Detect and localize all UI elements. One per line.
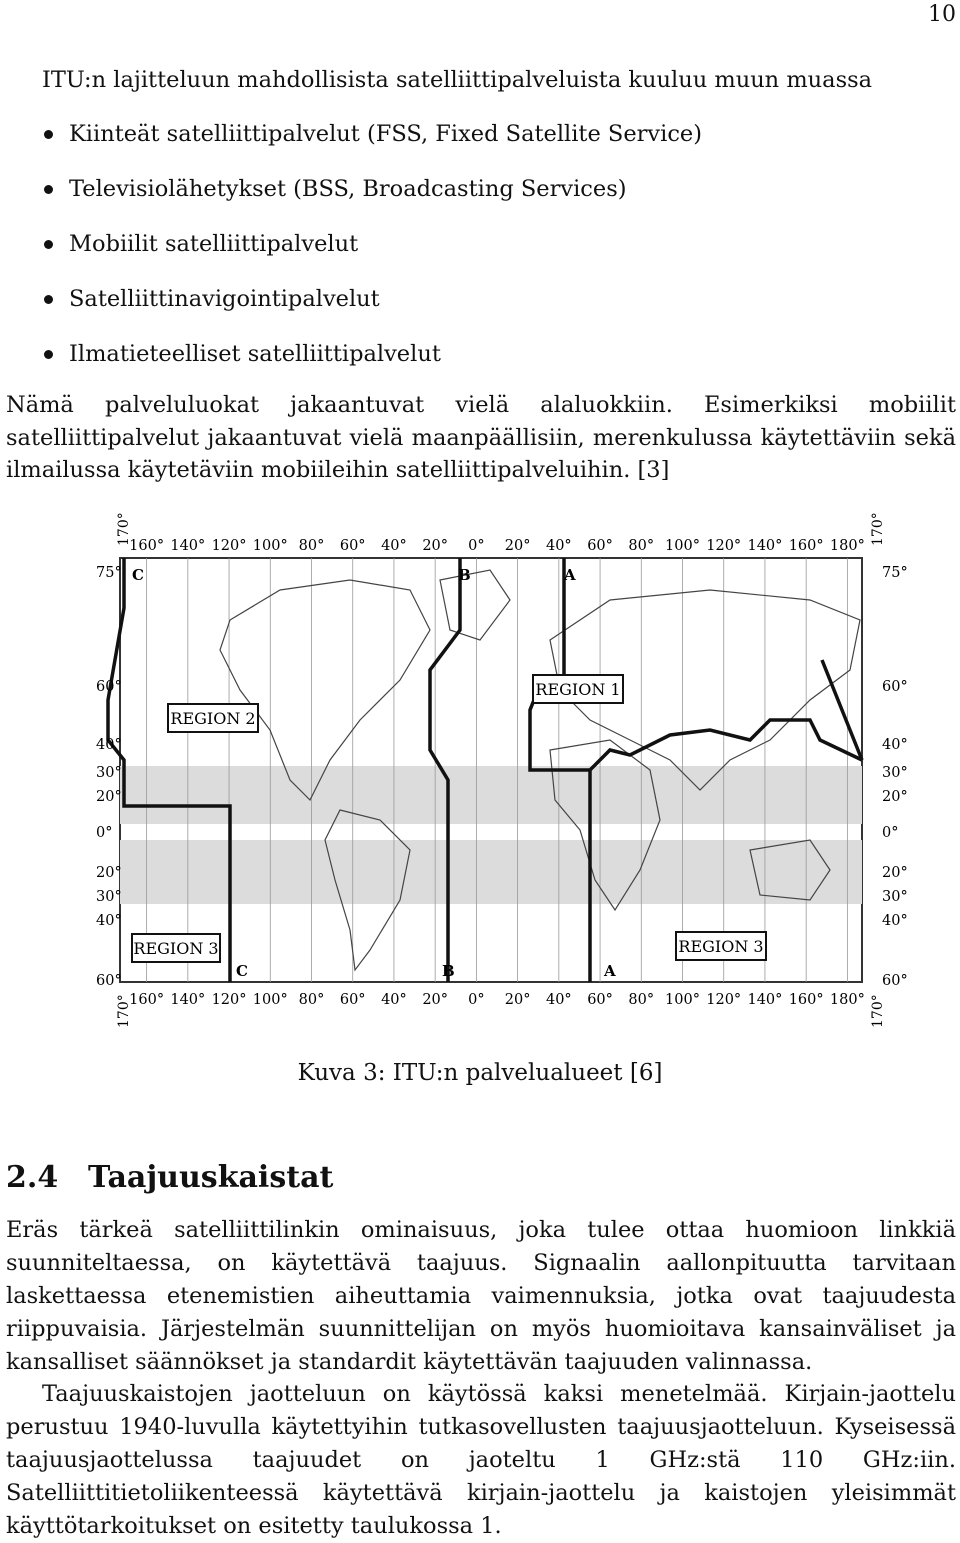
service-list — [42, 118, 702, 393]
section-number: 2.4 — [6, 1160, 59, 1195]
longitude-label: 60° — [339, 992, 366, 1008]
longitude-label: 180° — [829, 992, 865, 1008]
list-item: Mobiilit satelliittipalvelut — [42, 228, 702, 283]
longitude-label: 80° — [298, 992, 325, 1008]
section-heading — [6, 1160, 333, 1195]
longitude-label: 0° — [468, 538, 485, 554]
longitude-label: 40° — [381, 538, 407, 554]
longitude-label: 80° — [628, 538, 655, 554]
letter-b-bottom: B — [442, 962, 455, 980]
latitude-label: 20° — [882, 789, 908, 805]
longitude-label: 120° — [706, 538, 742, 554]
longitude-label: 140° — [747, 992, 783, 1008]
longitude-label: 100° — [665, 538, 700, 554]
latitude-label: 40° — [96, 737, 122, 753]
figure-caption: Kuva 3: ITU:n palvelualueet [6] — [297, 1060, 663, 1086]
edge-label-top-right: 170° — [870, 512, 886, 546]
longitude-label: 60° — [587, 992, 613, 1008]
longitude-label: 160° — [129, 538, 165, 554]
itu-region-map — [96, 510, 908, 1028]
latitude-label: 30° — [96, 889, 122, 905]
longitude-label: 160° — [788, 992, 824, 1008]
edge-label-bottom-left: 170° — [116, 994, 132, 1028]
longitude-label: 0° — [468, 992, 485, 1008]
longitude-label: 100° — [252, 538, 288, 554]
latitude-labels-left — [96, 565, 122, 989]
list-item: Kiinteät satelliittipalvelut (FSS, Fixed Satellite Service) — [42, 118, 702, 173]
latitude-label: 30° — [96, 765, 122, 781]
intro-text: ITU:n lajitteluun mahdollisista satelliittipalveluista kuuluu muun muassa — [42, 67, 873, 93]
section-title: Taajuuskaistat — [88, 1160, 334, 1195]
longitude-label: 20° — [504, 992, 531, 1008]
longitude-label: 120° — [706, 992, 742, 1008]
longitude-label: 160° — [788, 538, 824, 554]
letter-a-bottom: A — [604, 962, 616, 980]
paragraph-frequency: Eräs tärkeä satelliittilinkin ominaisuus, joka tulee ottaa huomioon linkkiä suunniteltaessa, on käytettävä taajuus. Signaalin aallonpituutta tarvitaan laskettaessa etenemistien aiheuttamia vaimennuksia, jotka ovat taajuudesta riippuvaisia. Järjestelmän suunnittelijan on myös huomioitava kansainväliset ja kansalliset säännökset ja standardit käytettävän taajuuden valinnassa. — [6, 1217, 956, 1375]
longitude-label: 140° — [170, 538, 206, 554]
longitude-label: 120° — [211, 992, 247, 1008]
longitude-label: 80° — [628, 992, 655, 1008]
paragraph-subcategories: Nämä palveluluokat jakaantuvat vielä alaluokkiin. Esimerkiksi mobiilit satelliittipalvelut jakaantuvat vielä maanpäällisiin, merenkulussa käytettäviin sekä ilmailussa käytetäviin mobiileihin satelliittipalveluihin. [3] — [6, 392, 956, 483]
longitude-labels-bottom — [129, 992, 865, 1008]
latitude-label: 40° — [882, 913, 908, 929]
latitude-label: 30° — [882, 889, 908, 905]
latitude-label: 40° — [882, 737, 908, 753]
latitude-label: 30° — [882, 765, 908, 781]
latitude-label: 0° — [882, 825, 899, 841]
longitude-label: 140° — [170, 992, 206, 1008]
latitude-label: 20° — [882, 865, 908, 881]
longitude-label: 100° — [252, 992, 288, 1008]
longitude-label: 100° — [665, 992, 700, 1008]
latitude-label: 60° — [882, 973, 908, 989]
latitude-label: 40° — [96, 913, 122, 929]
latitude-labels-right — [882, 565, 908, 989]
latitude-label: 60° — [882, 679, 908, 695]
page-number: 10 — [928, 2, 956, 27]
longitude-label: 60° — [339, 538, 366, 554]
longitude-label: 140° — [747, 538, 783, 554]
longitude-label: 60° — [587, 538, 613, 554]
list-item: Ilmatieteelliset satelliittipalvelut — [42, 338, 702, 393]
list-item: Satelliittinavigointipalvelut — [42, 283, 702, 338]
latitude-label: 20° — [96, 865, 122, 881]
longitude-label: 20° — [504, 538, 531, 554]
edge-label-top-left: 170° — [116, 512, 132, 546]
longitude-label: 20° — [422, 992, 449, 1008]
longitude-label: 160° — [129, 992, 165, 1008]
region-3-east-label: REGION 3 — [678, 937, 764, 956]
latitude-label: 20° — [96, 789, 122, 805]
region-3-west-label: REGION 3 — [133, 939, 219, 958]
longitude-label: 120° — [211, 538, 247, 554]
longitude-label: 40° — [381, 992, 407, 1008]
latitude-label: 60° — [96, 973, 122, 989]
longitude-label: 40° — [545, 992, 572, 1008]
latitude-label: 60° — [96, 679, 122, 695]
letter-c-top: C — [132, 566, 144, 584]
list-item: Televisiolähetykset (BSS, Broadcasting Services) — [42, 173, 702, 228]
longitude-label: 20° — [422, 538, 449, 554]
edge-label-bottom-right: 170° — [870, 994, 886, 1028]
paragraph-band-division: Taajuuskaistojen jaotteluun on käytössä kaksi menetelmää. Kirjain-jaottelu perustuu 1940-luvulla käytettyihin tutkasovellusten taajuusjaotteluun. Kyseisessä taajuusjaottelussa taajuudet on jaoteltu 1 GHz:stä 110 GHz:iin. Satelliittitietoliikenteessä käytettävä kirjain-jaottelu ja kaistojen yleisimmät käyttötarkoitukset on esitetty taulukossa 1. — [6, 1381, 956, 1539]
letter-c-bottom: C — [236, 962, 248, 980]
longitude-labels-top — [129, 538, 865, 554]
longitude-label: 180° — [829, 538, 865, 554]
latitude-label: 75° — [882, 565, 908, 581]
latitude-label: 75° — [96, 565, 122, 581]
longitude-label: 80° — [298, 538, 325, 554]
latitude-label: 0° — [96, 825, 113, 841]
region-2-label: REGION 2 — [170, 709, 256, 728]
region-1-label: REGION 1 — [535, 680, 621, 699]
letter-a-top: A — [564, 566, 576, 584]
letter-b-top: B — [458, 566, 471, 584]
longitude-label: 40° — [545, 538, 572, 554]
